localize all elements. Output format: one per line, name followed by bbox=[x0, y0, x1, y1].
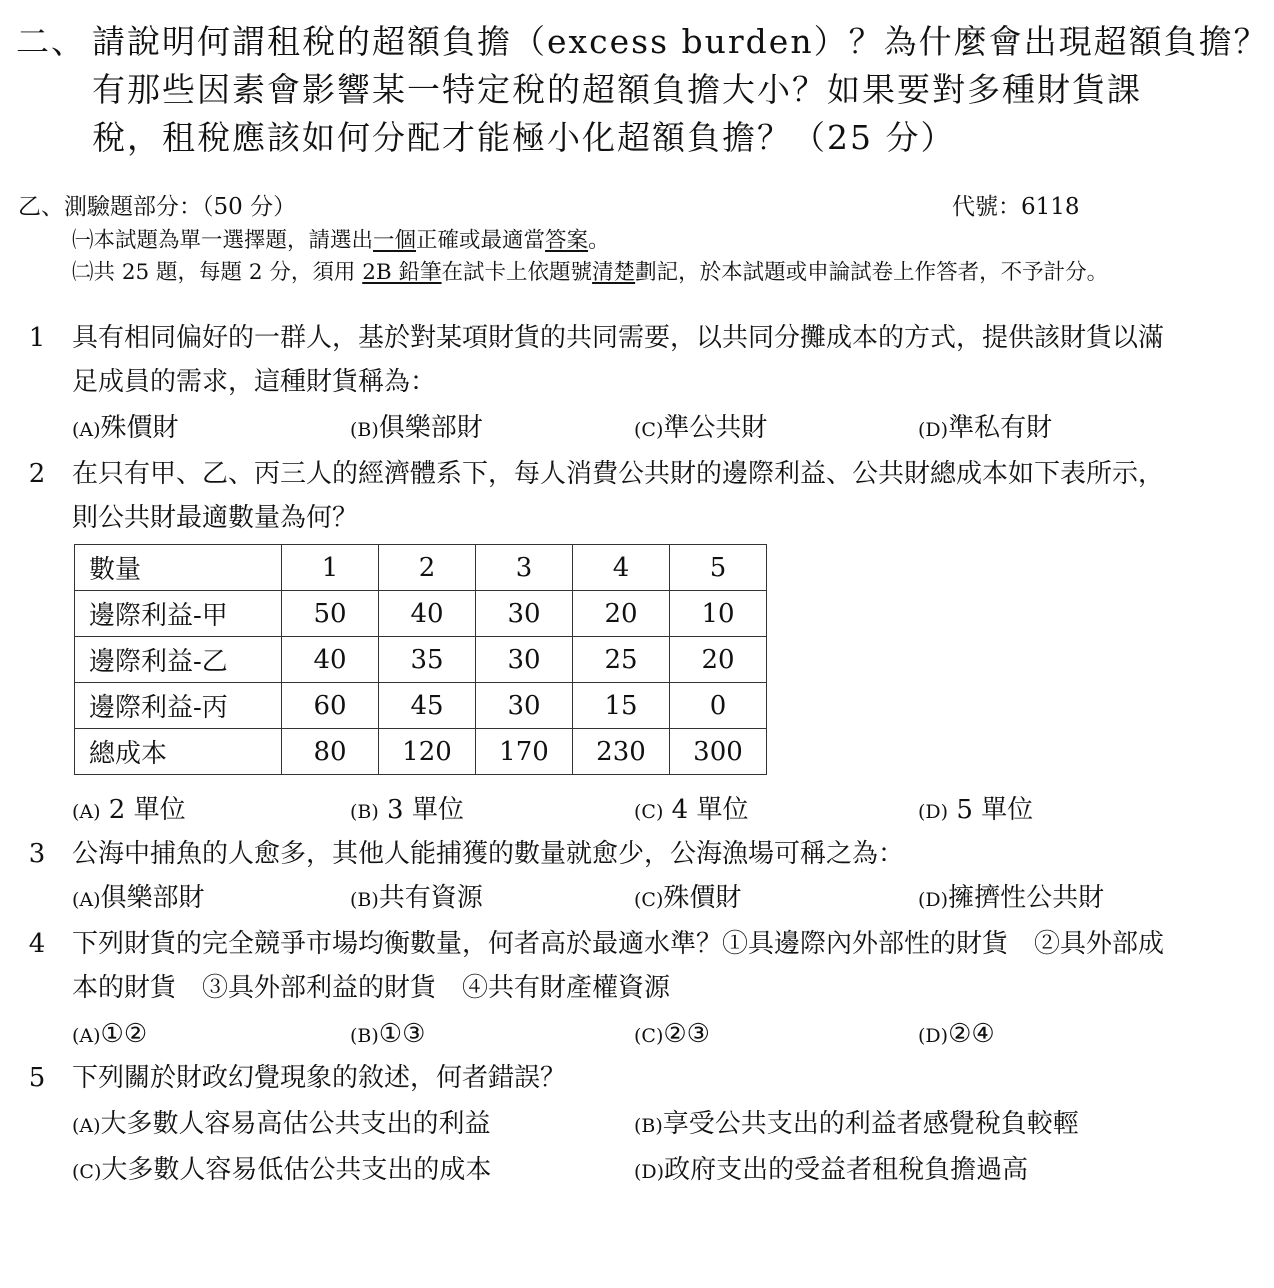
question-5-options-row-1 bbox=[72, 1102, 1262, 1146]
table-cell: 15 bbox=[573, 683, 670, 729]
question-3-options bbox=[72, 876, 1262, 920]
table-row bbox=[75, 729, 767, 775]
table-cell: 0 bbox=[670, 683, 767, 729]
option-d[interactable]: (D)政府支出的受益者租稅負擔過高 bbox=[634, 1155, 1029, 1185]
table-cell: 230 bbox=[573, 729, 670, 775]
question-2 bbox=[20, 452, 1265, 540]
marginal-benefit-table bbox=[74, 544, 767, 775]
table-cell: 25 bbox=[573, 637, 670, 683]
table-cell: 80 bbox=[282, 729, 379, 775]
option-c[interactable]: (C)大多數人容易低估公共支出的成本 bbox=[72, 1155, 492, 1185]
table-cell: 30 bbox=[476, 683, 573, 729]
question-5 bbox=[20, 1056, 1265, 1100]
instruction-1: ㈠本試題為單一選擇題，請選出一個正確或最適當答案。 bbox=[72, 228, 610, 253]
essay-text bbox=[92, 18, 1269, 162]
instruction-2: ㈡共 25 題，每題 2 分，須用 2B 鉛筆在試卡上依題號清楚劃記，於本試題或申論試卷上作答者，不予計分。 bbox=[72, 260, 1109, 285]
question-5-options-row-2 bbox=[72, 1148, 1262, 1192]
essay-question bbox=[16, 18, 1269, 162]
table-cell: 50 bbox=[282, 591, 379, 637]
option-b[interactable]: (B)共有資源 bbox=[350, 883, 483, 913]
table-cell: 1 bbox=[282, 545, 379, 591]
question-text: 在只有甲、乙、丙三人的經濟體系下，每人消費公共財的邊際利益、公共財總成本如下表所示， 則公共財最適數量為何？ bbox=[72, 459, 1165, 533]
essay-line: 稅，租稅應該如何分配才能極小化超額負擔？（25 分） bbox=[92, 118, 956, 157]
essay-line: 有那些因素會影響某一特定稅的超額負擔大小？如果要對多種財貨課 bbox=[92, 70, 1142, 109]
question-number: 4 bbox=[28, 929, 46, 959]
question-text: 下列財貨的完全競爭市場均衡數量，何者高於最適水準？①具邊際內外部性的財貨 ②具外部成 本的財貨 ③具外部利益的財貨 ④共有財產權資源 bbox=[72, 929, 1165, 1003]
question-4 bbox=[20, 922, 1265, 1010]
question-3 bbox=[20, 832, 1265, 876]
table-cell: 邊際利益-丙 bbox=[75, 683, 282, 729]
table-cell: 120 bbox=[379, 729, 476, 775]
table-header-row bbox=[75, 545, 767, 591]
option-b[interactable]: (B) 3 單位 bbox=[350, 795, 464, 825]
section-header bbox=[18, 190, 1258, 224]
question-text: 下列關於財政幻覺現象的敘述，何者錯誤？ bbox=[72, 1063, 567, 1093]
option-c[interactable]: (C)殊價財 bbox=[634, 883, 742, 913]
question-number: 1 bbox=[28, 323, 46, 353]
question-number: 3 bbox=[28, 839, 46, 869]
question-1 bbox=[20, 316, 1265, 404]
option-b[interactable]: (B)享受公共支出的利益者感覺稅負較輕 bbox=[634, 1109, 1079, 1139]
option-a[interactable]: (A)殊價財 bbox=[72, 413, 179, 443]
option-c[interactable]: (C) 4 單位 bbox=[634, 795, 749, 825]
section-title: 乙、測驗題部分：（50 分） bbox=[18, 194, 297, 220]
option-b[interactable]: (B)俱樂部財 bbox=[350, 413, 483, 443]
option-a[interactable]: (A)①② bbox=[72, 1019, 148, 1049]
option-a[interactable]: (A)大多數人容易高估公共支出的利益 bbox=[72, 1109, 491, 1139]
option-d[interactable]: (D)②④ bbox=[918, 1019, 995, 1049]
table-cell: 邊際利益-乙 bbox=[75, 637, 282, 683]
exam-code: 代號：6118 bbox=[952, 194, 1080, 220]
table-cell: 30 bbox=[476, 637, 573, 683]
table-cell: 170 bbox=[476, 729, 573, 775]
question-1-options bbox=[72, 406, 1262, 450]
option-a[interactable]: (A)俱樂部財 bbox=[72, 883, 205, 913]
table-cell: 45 bbox=[379, 683, 476, 729]
table-cell: 60 bbox=[282, 683, 379, 729]
table-cell: 35 bbox=[379, 637, 476, 683]
table-cell: 4 bbox=[573, 545, 670, 591]
question-4-options bbox=[72, 1012, 1262, 1056]
option-d[interactable]: (D)準私有財 bbox=[918, 413, 1053, 443]
table-cell: 300 bbox=[670, 729, 767, 775]
question-2-options bbox=[72, 788, 1262, 832]
table-cell: 邊際利益-甲 bbox=[75, 591, 282, 637]
essay-line: 請說明何謂租稅的超額負擔（excess burden）？為什麼會出現超額負擔？ bbox=[92, 22, 1269, 61]
table-cell: 5 bbox=[670, 545, 767, 591]
option-a[interactable]: (A) 2 單位 bbox=[72, 795, 186, 825]
option-b[interactable]: (B)①③ bbox=[350, 1019, 426, 1049]
table-cell: 2 bbox=[379, 545, 476, 591]
question-number: 5 bbox=[28, 1063, 46, 1093]
question-text: 具有相同偏好的一群人，基於對某項財貨的共同需要，以共同分攤成本的方式，提供該財貨以滿 足成員的需求，這種財貨稱為： bbox=[72, 323, 1165, 397]
table-cell: 總成本 bbox=[75, 729, 282, 775]
table-cell: 10 bbox=[670, 591, 767, 637]
option-d[interactable]: (D)擁擠性公共財 bbox=[918, 883, 1105, 913]
option-d[interactable]: (D) 5 單位 bbox=[918, 795, 1034, 825]
table-cell: 40 bbox=[282, 637, 379, 683]
table-cell: 30 bbox=[476, 591, 573, 637]
table-row bbox=[75, 683, 767, 729]
table-cell: 3 bbox=[476, 545, 573, 591]
question-text: 公海中捕魚的人愈多，其他人能捕獲的數量就愈少，公海漁場可稱之為： bbox=[72, 839, 905, 869]
question-number: 2 bbox=[28, 459, 46, 489]
table-row bbox=[75, 637, 767, 683]
option-c[interactable]: (C)②③ bbox=[634, 1019, 710, 1049]
table-cell: 數量 bbox=[75, 545, 282, 591]
essay-number: 二、 bbox=[16, 22, 86, 61]
table-row bbox=[75, 591, 767, 637]
option-c[interactable]: (C)準公共財 bbox=[634, 413, 768, 443]
table-cell: 20 bbox=[670, 637, 767, 683]
table-cell: 40 bbox=[379, 591, 476, 637]
table-cell: 20 bbox=[573, 591, 670, 637]
